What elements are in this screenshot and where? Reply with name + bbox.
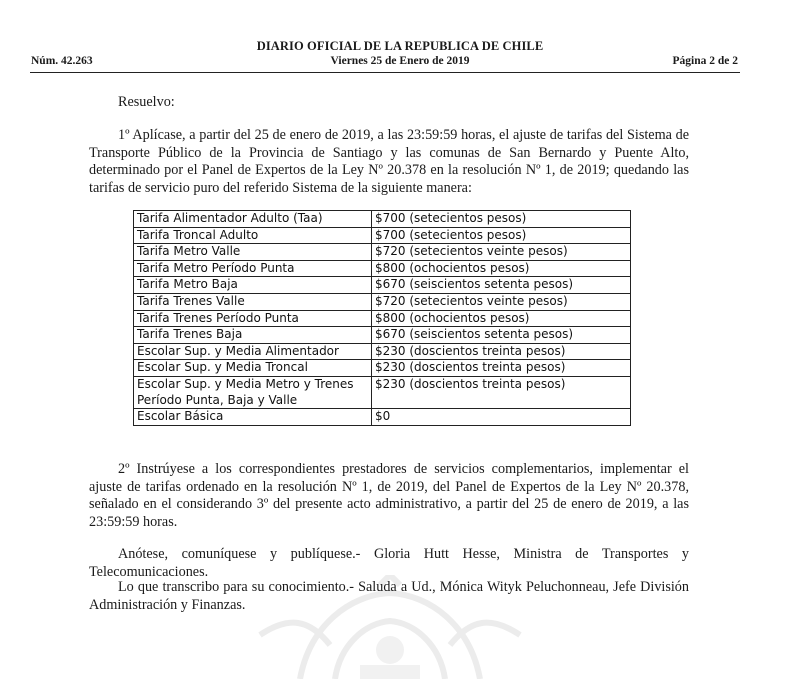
fare-name-cell: Escolar Sup. y Media Metro y Trenes Período Punta, Baja y Valle bbox=[134, 376, 372, 408]
gazette-title: DIARIO OFICIAL DE LA REPUBLICA DE CHILE bbox=[256, 39, 544, 53]
fare-name-cell: Tarifa Alimentador Adulto (Taa) bbox=[134, 211, 372, 228]
table-row bbox=[134, 343, 631, 360]
table-row bbox=[134, 409, 631, 426]
fare-value-cell: $230 (doscientos treinta pesos) bbox=[372, 376, 631, 408]
fare-value-cell: $670 (seiscientos setenta pesos) bbox=[372, 277, 631, 294]
resuelvo-heading: Resuelvo: bbox=[118, 94, 175, 110]
table-row bbox=[134, 244, 631, 261]
fare-value-cell: $720 (setecientos veinte pesos) bbox=[372, 293, 631, 310]
fare-value-cell: $720 (setecientos veinte pesos) bbox=[372, 244, 631, 261]
paragraph-1: 1º Aplícase, a partir del 25 de enero de 2019, a las 23:59:59 horas, el ajuste de tarifas del Sistema de Transporte Público de la Provincia de Santiago y las comunas de San Bernardo y Puente Alto, determinado por el Panel de Expertos de la Ley Nº 20.378 en la resolución Nº 1, de 2019; quedando las tarifas de servicio puro del referido Sistema de la siguiente manera: bbox=[89, 127, 689, 196]
fare-name-cell: Escolar Básica bbox=[134, 409, 372, 426]
fare-name-cell: Tarifa Metro Valle bbox=[134, 244, 372, 261]
fare-name-cell: Tarifa Metro Período Punta bbox=[134, 260, 372, 277]
fare-value-cell: $670 (seiscientos setenta pesos) bbox=[372, 327, 631, 344]
paragraph-4: Lo que transcribo para su conocimiento.- Saluda a Ud., Mónica Wityk Peluchonneau, Jefe División Administración y Finanzas. bbox=[89, 579, 689, 613]
table-row bbox=[134, 260, 631, 277]
header-divider bbox=[30, 72, 740, 73]
fare-value-cell: $230 (doscientos treinta pesos) bbox=[372, 343, 631, 360]
fare-name-cell: Tarifa Metro Baja bbox=[134, 277, 372, 294]
fare-value-cell: $800 (ochocientos pesos) bbox=[372, 260, 631, 277]
issue-date: Viernes 25 de Enero de 2019 bbox=[330, 55, 470, 67]
fare-name-cell: Tarifa Trenes Baja bbox=[134, 327, 372, 344]
fare-name-cell: Escolar Sup. y Media Alimentador bbox=[134, 343, 372, 360]
fare-value-cell: $700 (setecientos pesos) bbox=[372, 211, 631, 228]
table-row bbox=[134, 211, 631, 228]
table-row bbox=[134, 376, 631, 408]
fare-name-cell: Escolar Sup. y Media Troncal bbox=[134, 360, 372, 377]
fare-name-cell: Tarifa Trenes Valle bbox=[134, 293, 372, 310]
paragraph-3: Anótese, comuníquese y publíquese.- Gloria Hutt Hesse, Ministra de Transportes y Telecomunicaciones. bbox=[89, 546, 689, 580]
table-row bbox=[134, 310, 631, 327]
fare-value-cell: $230 (doscientos treinta pesos) bbox=[372, 360, 631, 377]
fare-value-cell: $800 (ochocientos pesos) bbox=[372, 310, 631, 327]
page-indicator: Página 2 de 2 bbox=[672, 55, 738, 67]
table-row bbox=[134, 327, 631, 344]
table-row bbox=[134, 360, 631, 377]
fare-name-cell: Tarifa Trenes Período Punta bbox=[134, 310, 372, 327]
table-row bbox=[134, 277, 631, 294]
paragraph-2: 2º Instrúyese a los correspondientes prestadores de servicios complementarios, implementar el ajuste de tarifas ordenado en la resolución Nº 1, de 2019, del Panel de Expertos de la Ley Nº 20.378, señalado en el considerando 3º del presente acto administrativo, a partir del 25 de enero de 2019, a las 23:59:59 horas. bbox=[89, 461, 689, 530]
fare-value-cell: $0 bbox=[372, 409, 631, 426]
issue-number: Núm. 42.263 bbox=[31, 55, 93, 67]
fare-value-cell: $700 (setecientos pesos) bbox=[372, 227, 631, 244]
table-row bbox=[134, 293, 631, 310]
table-row bbox=[134, 227, 631, 244]
fare-table bbox=[133, 210, 631, 426]
fare-name-cell: Tarifa Troncal Adulto bbox=[134, 227, 372, 244]
